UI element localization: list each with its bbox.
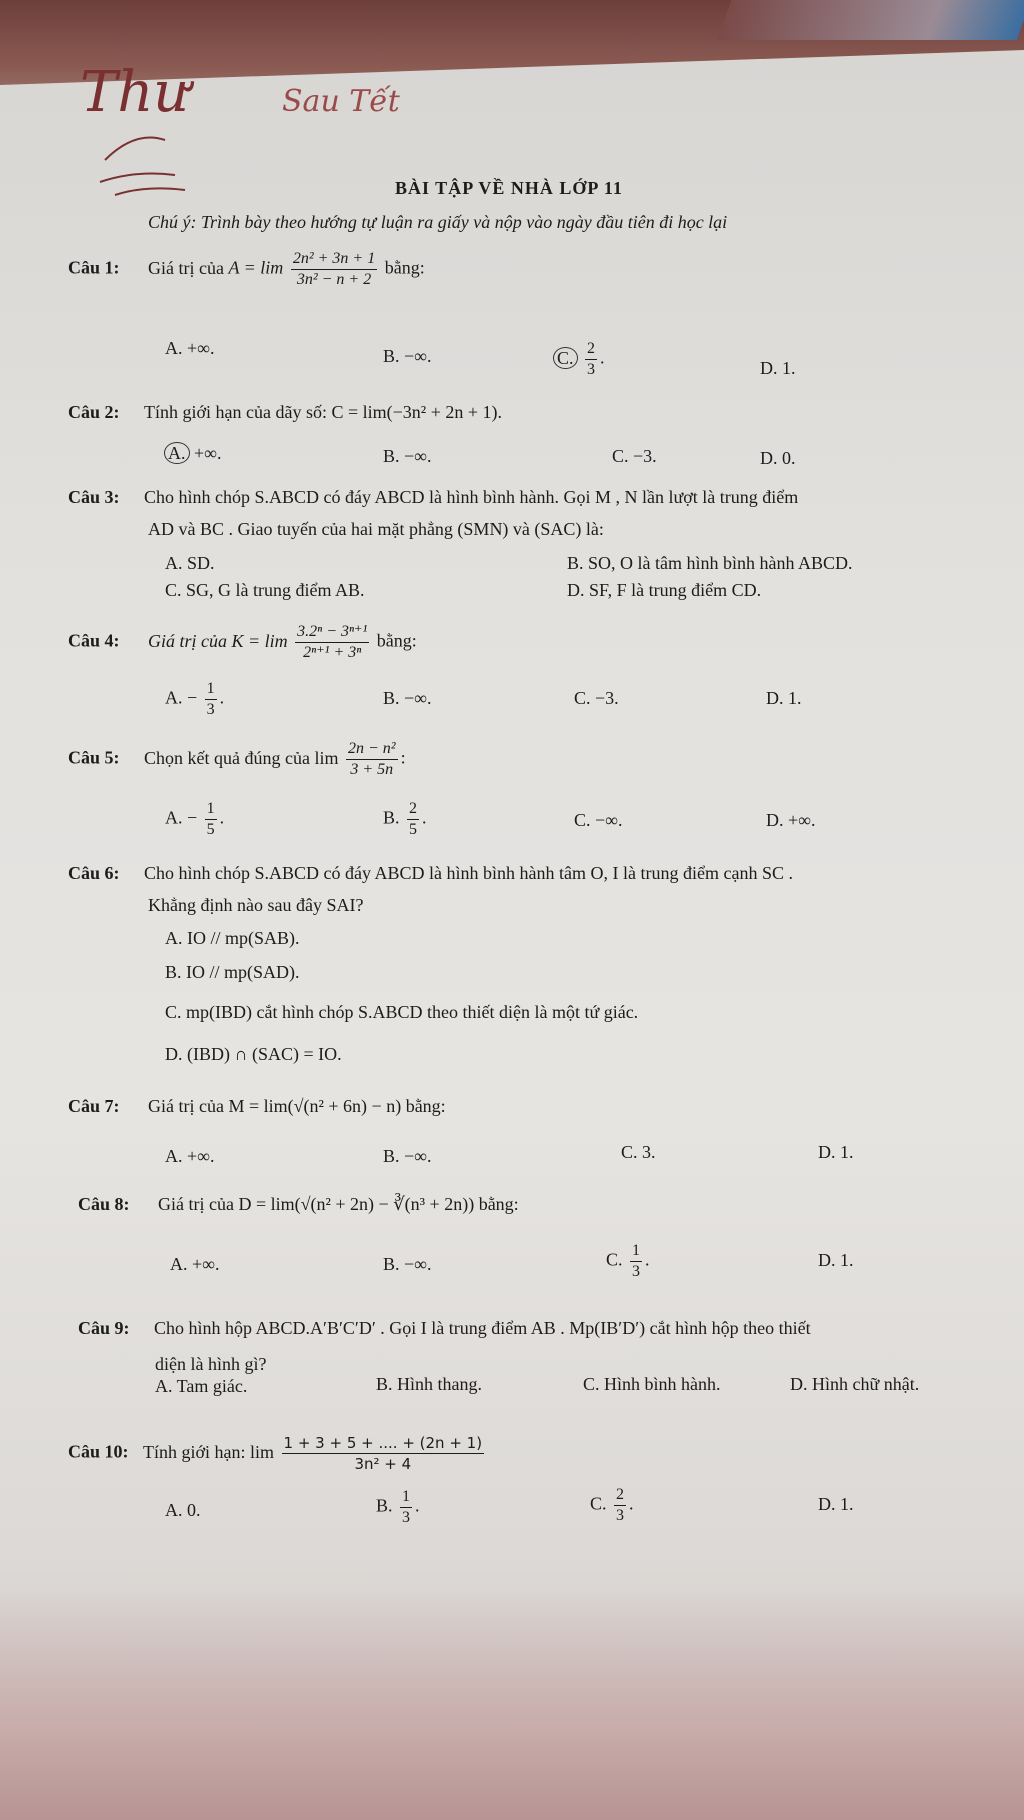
question-fraction (291, 250, 377, 289)
option-c (553, 340, 605, 379)
option-d: D. SF, F là trung điểm CD. (567, 580, 762, 600)
question-label: Câu 2: (68, 402, 120, 422)
fraction-numerator: 2n² + 3n + 1 (291, 250, 377, 270)
option-d: D. 1. (818, 1250, 854, 1270)
option-c: C. Hình bình hành. (583, 1374, 721, 1394)
question-text: Tính giới hạn của dãy số: C = lim(−3n² + 2n + 1). (144, 402, 502, 422)
question-3-line2: AD và BC . Giao tuyến của hai mặt phẳng (SMN) và (SAC) là: (148, 519, 604, 539)
option-d: D. +∞. (766, 810, 816, 830)
fraction-denominator: 3 (206, 701, 215, 718)
question-label: Câu 5: (68, 747, 120, 768)
option-d: D. Hình chữ nhật. (790, 1374, 920, 1394)
option-b-fraction (407, 800, 419, 839)
question-text: Cho hình chóp S.ABCD có đáy ABCD là hình bình hành. Gọi M , N lần lượt là trung điểm (144, 487, 799, 507)
option-d: D. (IBD) ∩ (SAC) = IO. (165, 1044, 342, 1064)
option-c: C. −∞. (574, 810, 623, 830)
option-a: A. +∞. (165, 1146, 215, 1166)
question-text: Cho hình hộp ABCD.A′B′C′D′ . Gọi I là trung điểm AB . Mp(IB′D′) cắt hình hộp theo thiết (154, 1318, 811, 1338)
question-label: Câu 6: (68, 863, 120, 883)
option-b-suffix: . (415, 1495, 420, 1516)
option-c-label: C. (553, 347, 578, 369)
signature-scribble (95, 120, 205, 200)
option-d: D. 1. (818, 1494, 854, 1514)
question-4 (68, 623, 417, 662)
page-title: BÀI TẬP VỀ NHÀ LỚP 11 (395, 178, 623, 198)
fraction-numerator: 2 (614, 1486, 626, 1506)
option-a: A. Tam giác. (155, 1376, 248, 1396)
option-c: C. −3. (574, 688, 619, 708)
question-label: Câu 7: (68, 1096, 120, 1116)
question-1 (68, 250, 425, 289)
option-c (590, 1486, 634, 1525)
handwritten-note: Sau Tết (282, 84, 400, 119)
question-text: Giá trị của D = lim(√(n² + 2n) − ∛(n³ + 2n)) bằng: (158, 1194, 519, 1214)
option-a-fraction (205, 680, 217, 719)
option-c: C. mp(IBD) cắt hình chóp S.ABCD theo thiết diện là một tứ giác. (165, 1002, 639, 1022)
question-label: Câu 10: (68, 1441, 129, 1462)
question-9-line2: diện là hình gì? (155, 1354, 267, 1374)
question-fraction (346, 740, 398, 779)
option-a-fraction (205, 800, 217, 839)
handwritten-signature: Thư (80, 60, 190, 125)
option-a: A. SD. (165, 553, 215, 573)
option-c-suffix: . (600, 347, 605, 368)
option-b: B. −∞. (383, 688, 432, 708)
option-a-label: A. (164, 442, 190, 464)
fraction-denominator: 3 (632, 1263, 641, 1280)
question-label: Câu 8: (78, 1194, 130, 1214)
option-a (164, 442, 221, 464)
question-2 (68, 402, 502, 423)
question-6 (68, 863, 793, 884)
option-b-label: B. (376, 1495, 393, 1516)
question-text: Giá trị của K = lim (148, 630, 288, 651)
option-b: B. −∞. (383, 446, 432, 466)
option-a-label: A. − (165, 687, 198, 708)
question-label: Câu 4: (68, 630, 120, 651)
question-suffix: bằng: (376, 630, 417, 651)
option-a: A. 0. (165, 1500, 201, 1520)
question-3 (68, 487, 798, 508)
option-b: B. SO, O là tâm hình bình hành ABCD. (567, 553, 853, 573)
option-d: D. 1. (766, 688, 802, 708)
option-d: D. 1. (760, 358, 796, 378)
option-b-label: B. (383, 807, 400, 828)
option-a-label: A. − (165, 807, 198, 828)
option-b: B. −∞. (383, 346, 432, 366)
fraction-denominator: 3n² − n + 2 (296, 271, 372, 288)
option-c-label: C. (606, 1249, 623, 1270)
question-text: Tính giới hạn: lim (143, 1441, 275, 1462)
fraction-numerator: 3.2ⁿ − 3ⁿ⁺¹ (295, 623, 369, 643)
question-9 (78, 1318, 811, 1339)
option-a-suffix: . (219, 807, 225, 828)
fraction-numerator: 2 (585, 340, 597, 360)
option-c-suffix: . (629, 1493, 634, 1514)
question-label: Câu 1: (68, 257, 120, 278)
fraction-denominator: 5 (409, 821, 418, 838)
question-8 (78, 1194, 519, 1215)
option-c (606, 1242, 650, 1281)
fraction-numerator: 1 + 3 + 5 + .... + (2n + 1) (283, 1434, 483, 1452)
question-7 (68, 1096, 446, 1117)
fraction-numerator: 2n − n² (346, 740, 398, 760)
option-a-suffix: . (219, 687, 225, 708)
fraction-numerator: 1 (400, 1488, 412, 1508)
option-b (383, 800, 427, 839)
question-label: Câu 9: (78, 1318, 130, 1338)
option-c-suffix: . (645, 1249, 650, 1270)
option-c-fraction (614, 1486, 626, 1525)
option-c-fraction (630, 1242, 642, 1281)
option-a (165, 800, 224, 839)
background-strip (717, 0, 1024, 40)
fraction-denominator: 3 + 5n (350, 761, 394, 778)
fraction-denominator: 3 (402, 1509, 411, 1526)
question-text: Giá trị của M = lim(√(n² + 6n) − n) bằng: (148, 1096, 446, 1116)
question-10 (68, 1434, 487, 1473)
option-c-fraction (585, 340, 597, 379)
option-d: D. 1. (818, 1142, 854, 1162)
question-suffix: : (400, 747, 406, 768)
fraction-denominator: 2ⁿ⁺¹ + 3ⁿ (303, 644, 362, 661)
option-c-label: C. (590, 1493, 607, 1514)
question-text: Giá trị của (148, 257, 224, 278)
fraction-denominator: 3n² + 4 (354, 1455, 412, 1473)
option-d: D. 0. (760, 448, 796, 468)
option-a: A. +∞. (165, 338, 215, 358)
fraction-numerator: 1 (630, 1242, 642, 1262)
option-b: B. IO // mp(SAD). (165, 962, 300, 982)
option-b: B. −∞. (383, 1146, 432, 1166)
fraction-numerator: 2 (407, 800, 419, 820)
option-c: C. 3. (621, 1142, 656, 1162)
option-b-fraction (400, 1488, 412, 1527)
option-c: C. −3. (612, 446, 657, 466)
option-b (376, 1488, 420, 1527)
question-expression: A = lim (228, 257, 284, 278)
instruction-note: Chú ý: Trình bày theo hướng tự luận ra giấy và nộp vào ngày đầu tiên đi học lại (148, 212, 728, 232)
question-6-line2: Khẳng định nào sau đây SAI? (148, 895, 364, 915)
fraction-denominator: 3 (616, 1507, 625, 1524)
option-c: C. SG, G là trung điểm AB. (165, 580, 365, 600)
question-5 (68, 740, 406, 779)
question-label: Câu 3: (68, 487, 120, 507)
option-a: A. +∞. (170, 1254, 220, 1274)
fraction-denominator: 3 (587, 361, 596, 378)
question-text: Chọn kết quả đúng của lim (144, 747, 339, 768)
question-text: Cho hình chóp S.ABCD có đáy ABCD là hình bình hành tâm O, I là trung điểm cạnh SC . (144, 863, 793, 883)
fraction-denominator: 5 (206, 821, 215, 838)
option-a-value: +∞. (194, 443, 222, 463)
option-a (165, 680, 224, 719)
fraction-numerator: 1 (205, 680, 217, 700)
question-fraction (295, 623, 369, 662)
option-b: B. Hình thang. (376, 1374, 482, 1394)
question-suffix: bằng: (384, 257, 425, 278)
paper-shadow (0, 1590, 1024, 1820)
option-b-suffix: . (422, 807, 427, 828)
option-a: A. IO // mp(SAB). (165, 928, 300, 948)
option-b: B. −∞. (383, 1254, 432, 1274)
question-fraction (282, 1434, 485, 1473)
fraction-numerator: 1 (205, 800, 217, 820)
paper-sheet (0, 50, 1024, 1820)
